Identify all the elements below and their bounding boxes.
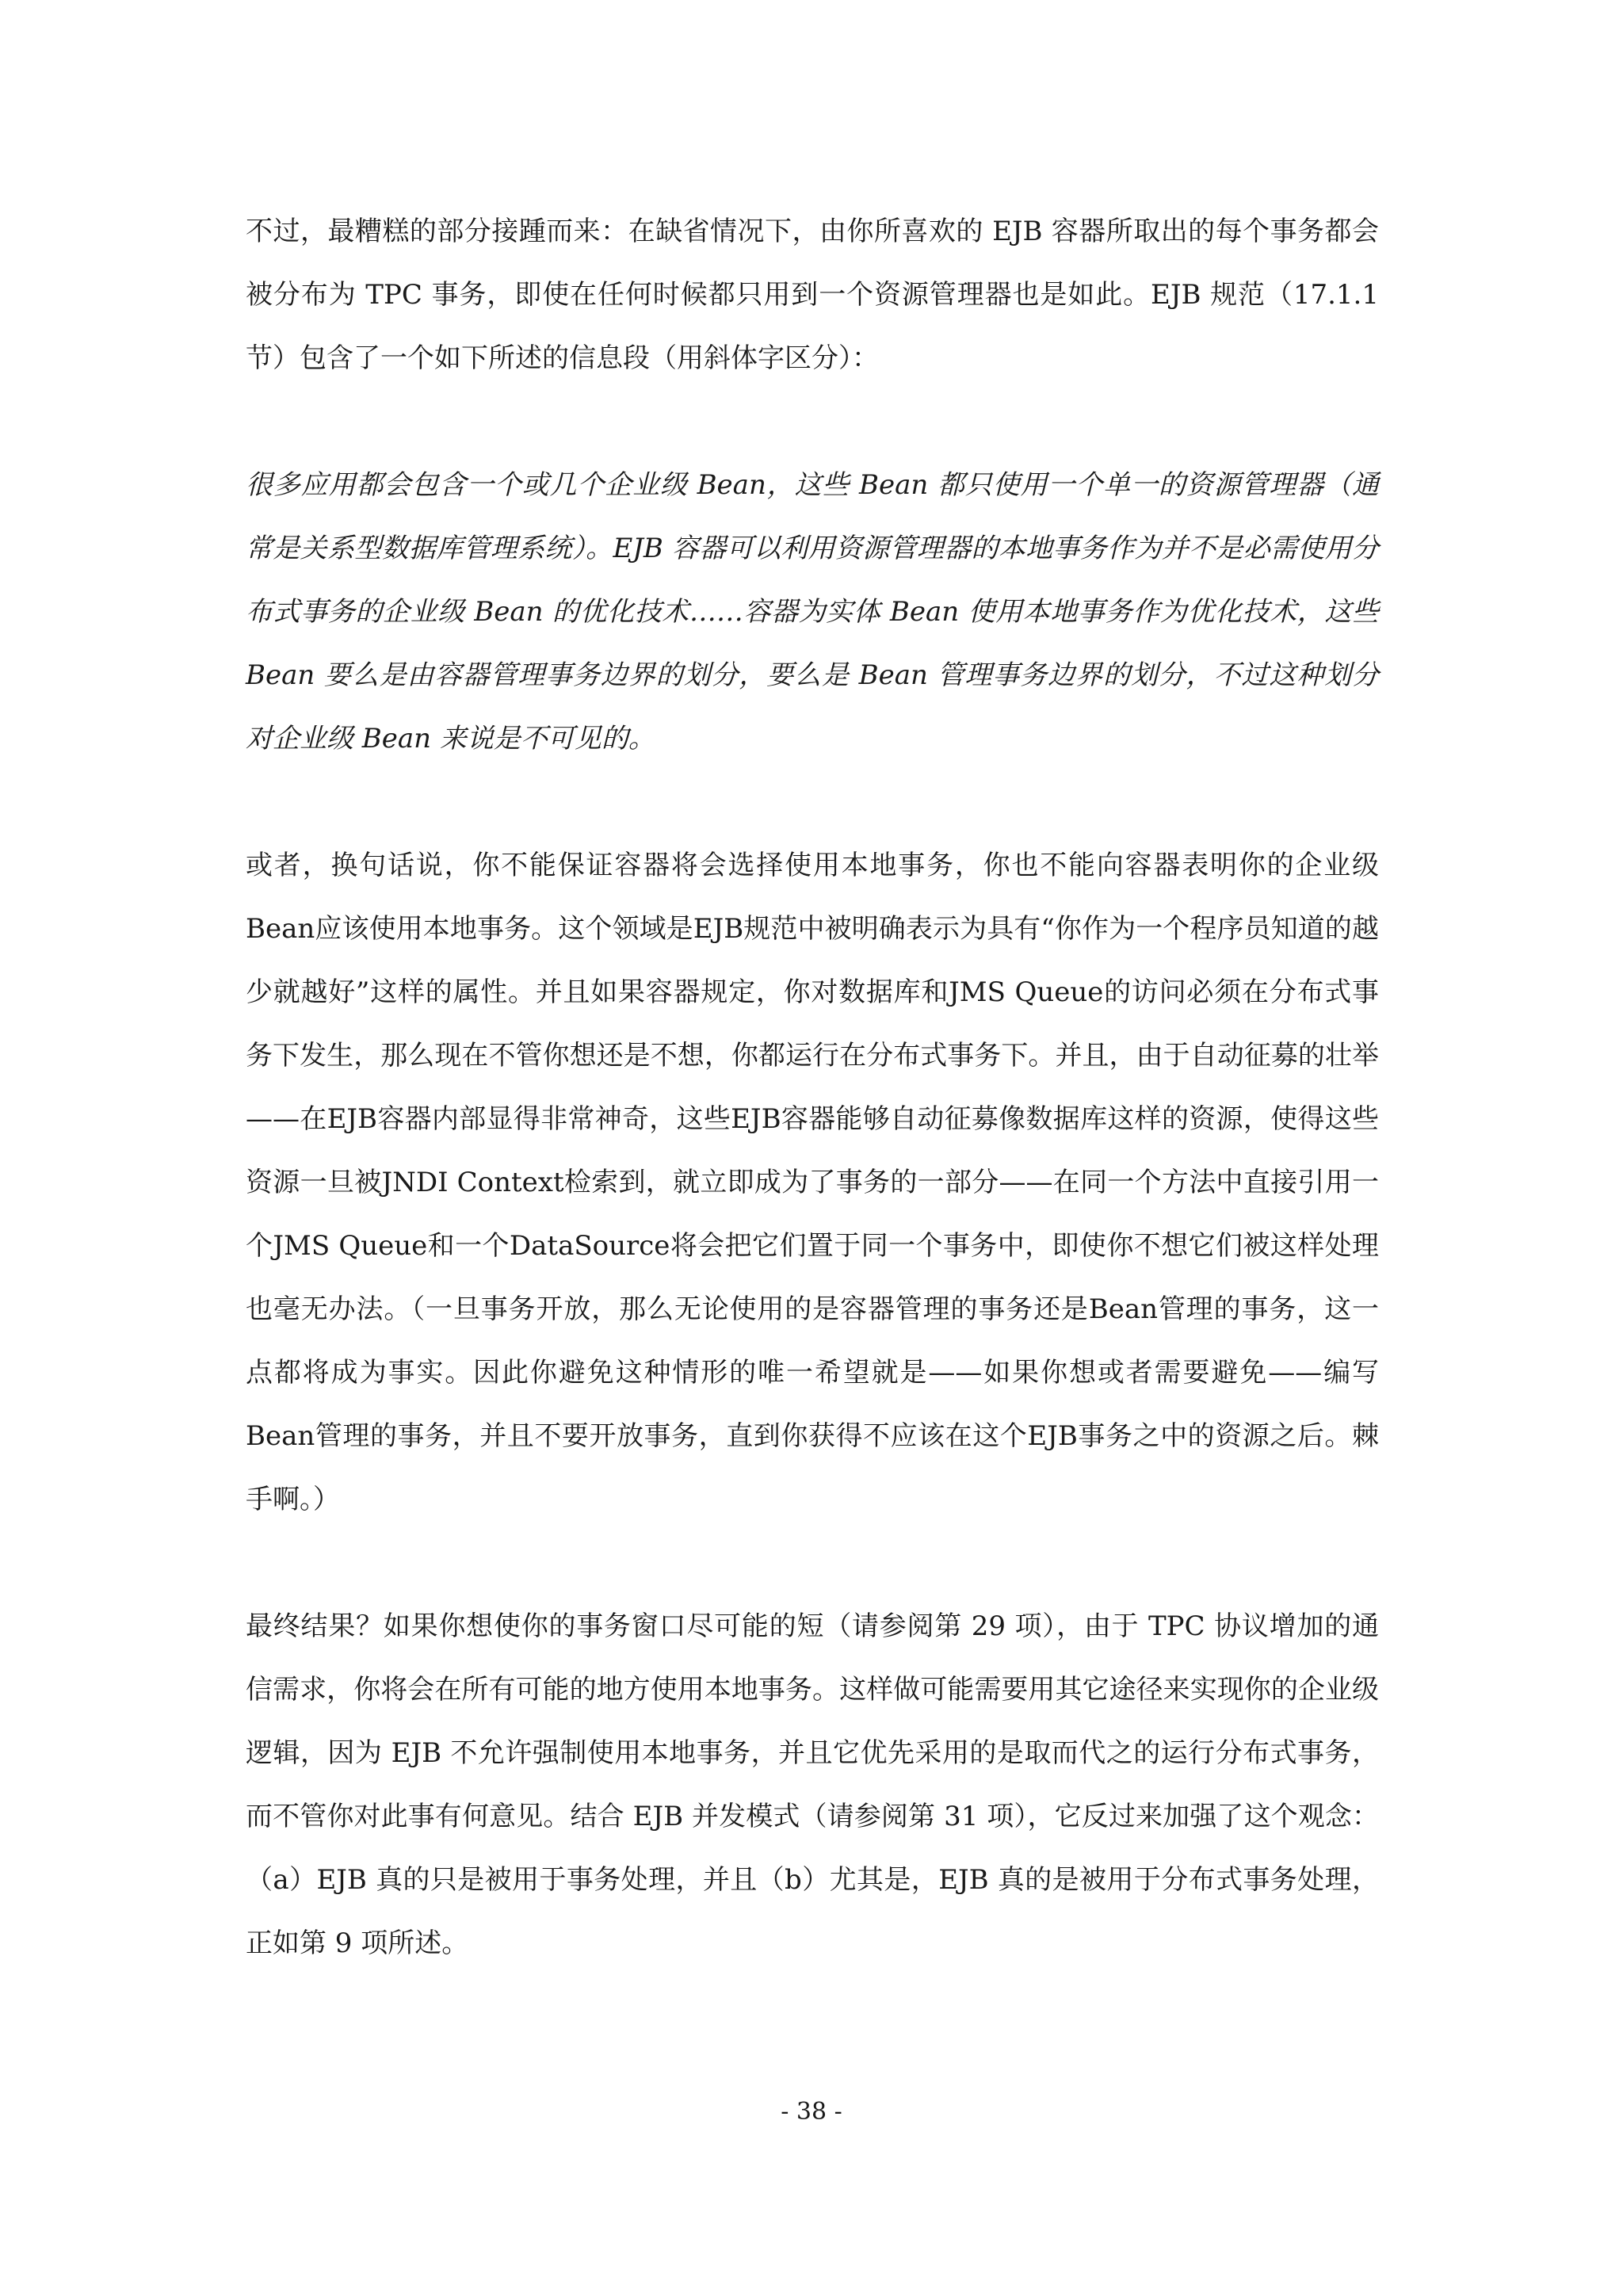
page-number: - 38 - — [781, 2098, 842, 2126]
paragraph-quote-italic: 很多应用都会包含一个或几个企业级 Bean，这些 Bean 都只使用一个单一的资源管理器（通常是关系型数据库管理系统）。EJB 容器可以利用资源管理器的本地事务作为并不是必需使用分布式事务的企业级 Bean 的优化技术……容器为实体 Bean 使用本地事务作为优化技术，这些 Bean 要么是由容器管理事务边界的划分，要么是 Bean 管理事务边界的划分，不过这种划分对企业级 Bean 来说是不可见的。 — [246, 469, 1379, 755]
paragraph-explanation: 或者，换句话说，你不能保证容器将会选择使用本地事务，你也不能向容器表明你的企业级Bean应该使用本地事务。这个领域是EJB规范中被明确表示为具有“你作为一个程序员知道的越少就越好”这样的属性。并且如果容器规定，你对数据库和JMS Queue的访问必须在分布式事务下发生，那么现在不管你想还是不想，你都运行在分布式事务下。并且，由于自动征募的壮举——在EJB容器内部显得非常神奇，这些EJB容器能够自动征募像数据库这样的资源，使得这些资源一旦被JNDI Context检索到，就立即成为了事务的一部分——在同一个方法中直接引用一个JMS Queue和一个DataSource将会把它们置于同一个事务中，即使你不想它们被这样处理也毫无办法。（一旦事务开放，那么无论使用的是容器管理的事务还是Bean管理的事务，这一点都将成为事实。因此你避免这种情形的唯一希望就是——如果你想或者需要避免——编写Bean管理的事务，并且不要开放事务，直到你获得不应该在这个EJB事务之中的资源之后。棘手啊。） — [246, 850, 1379, 1515]
paragraph-conclusion: 最终结果？如果你想使你的事务窗口尽可能的短（请参阅第 29 项），由于 TPC 协议增加的通信需求，你将会在所有可能的地方使用本地事务。这样做可能需要用其它途径来实现你的企业级逻辑，因为 EJB 不允许强制使用本地事务，并且它优先采用的是取而代之的运行分布式事务，而不管你对此事有何意见。结合 EJB 并发模式（请参阅第 31 项），它反过来加强了这个观念：（a）EJB 真的只是被用于事务处理，并且（b）尤其是，EJB 真的是被用于分布式事务处理，正如第 9 项所述。 — [246, 1610, 1379, 1959]
paragraph-intro: 不过，最糟糕的部分接踵而来：在缺省情况下，由你所喜欢的 EJB 容器所取出的每个事务都会被分布为 TPC 事务，即使在任何时候都只用到一个资源管理器也是如此。EJB 规范（17.1.1 节）包含了一个如下所述的信息段（用斜体字区分）： — [246, 216, 1379, 374]
